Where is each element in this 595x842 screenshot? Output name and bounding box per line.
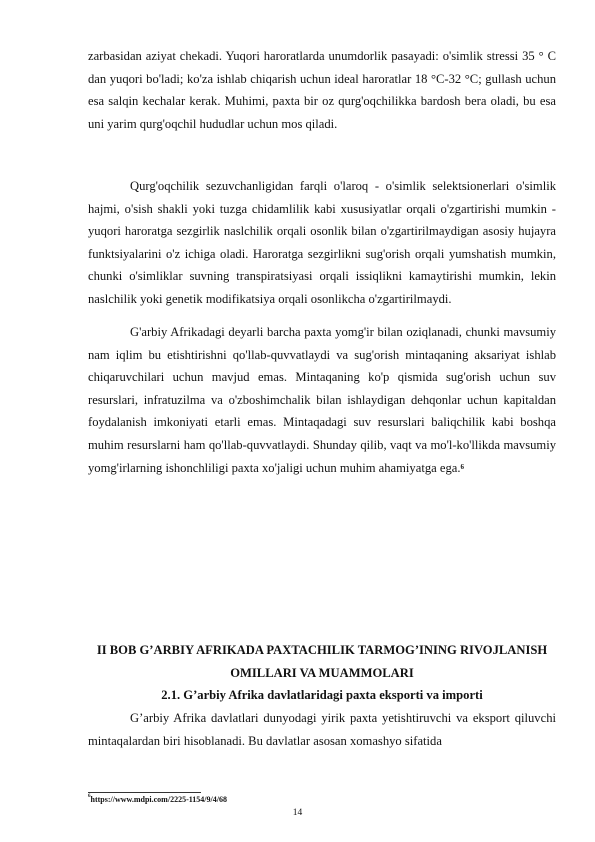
paragraph-3 (88, 321, 556, 479)
paragraph-1-text: zarbasidan aziyat chekadi. Yuqori haroratlarda unumdorlik pasayadi: o'simlik stressi 35 ° C dan yuqori bo'ladi; ko'za ishlab chiqarish uchun ideal haroratlar 18 °C-32 °C; gullash uchun esa salqin kechalar kerak. Muhimi, paxta bir oz qurg'oqchilikka bardosh bera oladi, bu esa uni yarim qurg'oqchil hududlar uchun mos qiladi. (88, 49, 556, 131)
paragraph-2-text: Qurg'oqchilik sezuvchanligidan farqli o'laroq - o'simlik selektsionerlari o'simlik hajmi, o'sish shakli yoki tuzga chidamlilik kabi xususiyatlar orqali o'zgartirishi mumkin - yuqori haroratga sezgirlik naslchilik orqali osonlik bilan o'zgartirilmaydigan asosiy hujayra funktsiyalarini o'z ichiga oladi. Haroratga sezgirlikni sug'orish orqali yumshatish mumkin, chunki o'simliklar suvning transpiratsiyasi orqali issiqlikni kamaytirishi mumkin, lekin naslchilik yoki genetik modifikatsiya orqali osonlikcha o'zgartirilmaydi. (88, 179, 556, 306)
paragraph-3-text (88, 321, 556, 479)
paragraph-3-body: G'arbiy Afrikadagi deyarli barcha paxta yomg'ir bilan oziqlanadi, chunki mavsumiy nam iqlim bu etishtirishni qo'llab-quvvatlaydi va sug'orish mintaqaning aksariyat ishlab chiqaruvchilari uchun mavjud emas. Mintaqaning ko'p qismida sug'orish uchun suv resurslari, infratuzilma va o'zboshimchalik bilan ishlaydigan dehqonlar uchun kapitaldan foydalanish imkoniyati etarli emas. Mintaqadagi suv resurslari baliqchilik kabi boshqa muhim resurslarni ham qo'llab-quvvatlaydi. Shunday qilib, vaqt va mo'l-ko'llikda mavsumiy yomg'irlarning ishonchliligi paxta xo'jaligi uchun muhim ahamiyatga ega. (88, 325, 556, 475)
chapter-heading: II BOB G’ARBIY AFRIKADA PAXTACHILIK TARMOG’INING RIVOJLANISH OMILLARI VA MUAMMOLARI (96, 643, 548, 680)
footnote (88, 795, 227, 804)
footnote-divider (88, 792, 201, 793)
footnote-number: 6 (88, 794, 91, 799)
paragraph-1 (88, 45, 556, 135)
paragraph-4 (88, 707, 556, 752)
section-heading: 2.1. G’arbiy Afrika davlatlaridagi paxta eksporti va importi (161, 688, 483, 702)
page-number: 14 (292, 808, 303, 818)
paragraph-2 (88, 175, 556, 311)
footnote-link[interactable]: https://www.mdpi.com/2225-1154/9/4/68 (90, 795, 227, 804)
footnote-reference[interactable]: 6 (460, 462, 464, 471)
paragraph-4-text: G’arbiy Afrika davlatlari dunyodagi yirik paxta yetishtiruvchi va eksport qiluvchi mintaqalardan biri hisoblanadi. Bu davlatlar asosan xomashyo sifatida (88, 711, 556, 748)
